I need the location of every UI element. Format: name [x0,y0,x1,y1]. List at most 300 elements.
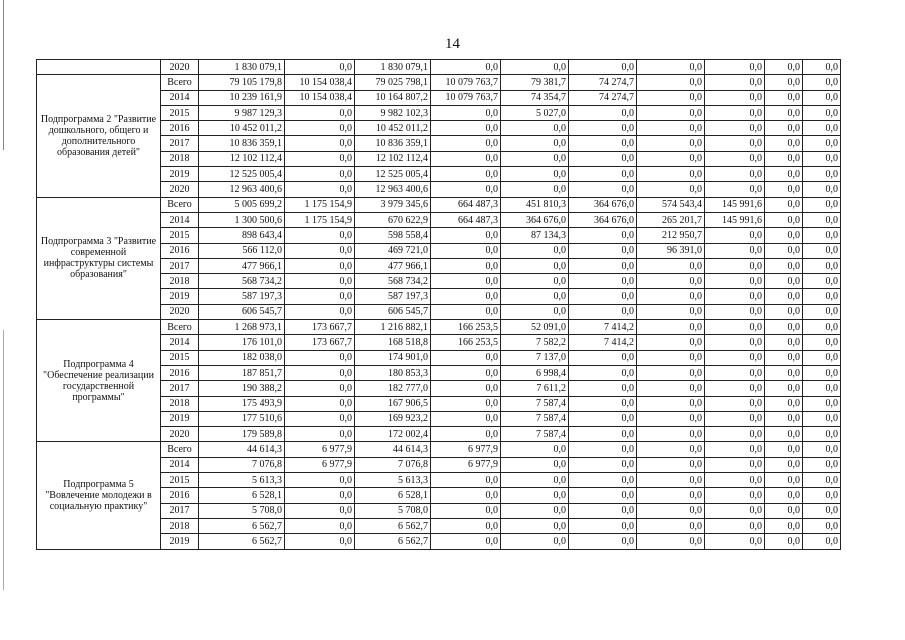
value-cell: 0,0 [637,488,705,503]
value-cell: 606 545,7 [199,304,285,319]
value-cell: 6 977,9 [285,442,355,457]
value-cell: 10 836 359,1 [355,136,431,151]
year-cell: 2014 [161,90,199,105]
value-cell: 0,0 [569,396,637,411]
value-cell: 0,0 [765,243,803,258]
value-cell: 0,0 [501,243,569,258]
value-cell: 1 175 154,9 [285,212,355,227]
table-row [37,75,841,90]
value-cell: 182 038,0 [199,350,285,365]
value-cell: 0,0 [285,105,355,120]
value-cell: 0,0 [765,365,803,380]
value-cell: 0,0 [803,442,841,457]
value-cell: 364 676,0 [569,197,637,212]
value-cell: 0,0 [637,167,705,182]
value-cell: 0,0 [569,243,637,258]
value-cell: 0,0 [569,457,637,472]
value-cell: 0,0 [285,411,355,426]
value-cell: 0,0 [705,411,765,426]
value-cell: 587 197,3 [199,289,285,304]
value-cell: 6 562,7 [199,518,285,533]
value-cell: 0,0 [765,258,803,273]
value-cell: 451 810,3 [501,197,569,212]
value-cell: 6 562,7 [355,534,431,549]
value-cell: 0,0 [637,121,705,136]
value-cell: 10 164 807,2 [355,90,431,105]
value-cell: 0,0 [285,396,355,411]
value-cell: 0,0 [501,518,569,533]
value-cell: 12 102 112,4 [355,151,431,166]
value-cell: 0,0 [637,258,705,273]
value-cell: 0,0 [765,473,803,488]
value-cell: 0,0 [285,503,355,518]
value-cell: 0,0 [705,503,765,518]
value-cell: 0,0 [501,167,569,182]
value-cell: 187 851,7 [199,365,285,380]
value-cell: 0,0 [705,90,765,105]
value-cell: 182 777,0 [355,381,431,396]
value-cell: 0,0 [285,473,355,488]
value-cell: 606 545,7 [355,304,431,319]
value-cell: 0,0 [637,60,705,75]
year-cell: 2015 [161,228,199,243]
year-cell: 2018 [161,518,199,533]
value-cell: 0,0 [285,182,355,197]
value-cell: 0,0 [431,381,501,396]
value-cell: 10 452 011,2 [199,121,285,136]
year-cell: Всего [161,75,199,90]
value-cell: 0,0 [501,488,569,503]
table-row [37,60,841,75]
value-cell: 0,0 [501,258,569,273]
value-cell: 0,0 [637,289,705,304]
value-cell: 0,0 [705,167,765,182]
value-cell: 0,0 [705,518,765,533]
value-cell: 0,0 [765,534,803,549]
value-cell: 10 154 038,4 [285,75,355,90]
value-cell: 10 836 359,1 [199,136,285,151]
value-cell: 0,0 [765,381,803,396]
value-cell: 0,0 [431,274,501,289]
value-cell: 0,0 [569,167,637,182]
value-cell: 12 525 005,4 [355,167,431,182]
value-cell: 0,0 [285,518,355,533]
year-cell: 2015 [161,350,199,365]
value-cell: 0,0 [705,381,765,396]
value-cell: 364 676,0 [569,212,637,227]
value-cell: 168 518,8 [355,335,431,350]
value-cell: 0,0 [705,365,765,380]
value-cell: 0,0 [569,136,637,151]
value-cell: 0,0 [569,518,637,533]
value-cell: 0,0 [637,182,705,197]
value-cell: 6 528,1 [355,488,431,503]
value-cell: 1 216 882,1 [355,320,431,335]
value-cell: 0,0 [637,457,705,472]
value-cell: 0,0 [803,304,841,319]
value-cell: 0,0 [285,60,355,75]
value-cell: 568 734,2 [355,274,431,289]
value-cell: 0,0 [705,442,765,457]
year-cell: 2018 [161,274,199,289]
value-cell: 0,0 [765,304,803,319]
value-cell: 0,0 [765,503,803,518]
value-cell: 79 381,7 [501,75,569,90]
value-cell: 0,0 [431,503,501,518]
year-cell: 2015 [161,105,199,120]
value-cell: 173 667,7 [285,320,355,335]
value-cell: 6 528,1 [199,488,285,503]
value-cell: 0,0 [803,473,841,488]
budget-table-wrapper [36,59,841,550]
value-cell: 0,0 [569,503,637,518]
value-cell: 0,0 [765,121,803,136]
value-cell: 0,0 [501,289,569,304]
value-cell: 0,0 [803,228,841,243]
value-cell: 0,0 [803,488,841,503]
value-cell: 0,0 [765,457,803,472]
value-cell: 0,0 [285,427,355,442]
value-cell: 0,0 [431,534,501,549]
year-cell: 2018 [161,396,199,411]
value-cell: 0,0 [803,503,841,518]
value-cell: 0,0 [285,274,355,289]
value-cell: 0,0 [501,121,569,136]
value-cell: 0,0 [803,121,841,136]
value-cell: 0,0 [765,335,803,350]
value-cell: 0,0 [431,518,501,533]
value-cell: 0,0 [765,228,803,243]
value-cell: 0,0 [803,167,841,182]
year-cell: 2014 [161,335,199,350]
value-cell: 0,0 [637,335,705,350]
value-cell: 0,0 [803,75,841,90]
value-cell: 0,0 [431,151,501,166]
value-cell: 0,0 [285,243,355,258]
value-cell: 0,0 [705,335,765,350]
value-cell: 0,0 [803,427,841,442]
value-cell: 3 979 345,6 [355,197,431,212]
value-cell: 0,0 [431,289,501,304]
value-cell: 0,0 [431,365,501,380]
value-cell: 0,0 [803,90,841,105]
value-cell: 0,0 [501,473,569,488]
value-cell: 0,0 [765,60,803,75]
table-row [37,197,841,212]
value-cell: 0,0 [501,457,569,472]
value-cell: 664 487,3 [431,197,501,212]
value-cell: 6 977,9 [431,457,501,472]
value-cell: 0,0 [501,182,569,197]
value-cell: 0,0 [637,427,705,442]
value-cell: 0,0 [569,182,637,197]
value-cell: 190 388,2 [199,381,285,396]
value-cell: 0,0 [637,411,705,426]
value-cell: 176 101,0 [199,335,285,350]
value-cell: 6 977,9 [285,457,355,472]
year-cell: 2017 [161,381,199,396]
value-cell: 0,0 [569,488,637,503]
value-cell: 0,0 [569,411,637,426]
year-cell: 2019 [161,534,199,549]
value-cell: 1 268 973,1 [199,320,285,335]
value-cell: 1 830 079,1 [355,60,431,75]
value-cell: 5 708,0 [355,503,431,518]
value-cell: 0,0 [637,534,705,549]
value-cell: 0,0 [765,427,803,442]
year-cell: 2020 [161,60,199,75]
year-cell: 2017 [161,503,199,518]
value-cell: 5 708,0 [199,503,285,518]
value-cell: 0,0 [637,442,705,457]
value-cell: 9 987 129,3 [199,105,285,120]
value-cell: 0,0 [803,243,841,258]
value-cell: 0,0 [803,350,841,365]
value-cell: 12 102 112,4 [199,151,285,166]
value-cell: 0,0 [637,396,705,411]
value-cell: 0,0 [705,350,765,365]
value-cell: 166 253,5 [431,320,501,335]
value-cell: 52 091,0 [501,320,569,335]
value-cell: 469 721,0 [355,243,431,258]
value-cell: 0,0 [765,90,803,105]
value-cell: 1 830 079,1 [199,60,285,75]
value-cell: 7 587,4 [501,427,569,442]
value-cell: 44 614,3 [355,442,431,457]
value-cell: 0,0 [765,350,803,365]
budget-table [36,59,841,550]
value-cell: 74 274,7 [569,90,637,105]
page-number: 14 [445,36,460,52]
value-cell: 0,0 [569,289,637,304]
value-cell: 74 354,7 [501,90,569,105]
value-cell: 0,0 [705,534,765,549]
year-cell: 2016 [161,243,199,258]
value-cell: 0,0 [705,182,765,197]
value-cell: 0,0 [569,365,637,380]
value-cell: 79 105 179,8 [199,75,285,90]
value-cell: 0,0 [765,212,803,227]
value-cell: 0,0 [431,427,501,442]
value-cell: 898 643,4 [199,228,285,243]
value-cell: 7 076,8 [355,457,431,472]
value-cell: 0,0 [803,274,841,289]
value-cell: 0,0 [569,274,637,289]
subprogram-name-cell: Подпрограмма 3 "Развитие современной инфраструктуры системы образования" [37,197,161,319]
value-cell: 0,0 [501,304,569,319]
year-cell: 2016 [161,365,199,380]
value-cell: 5 613,3 [199,473,285,488]
value-cell: 0,0 [765,167,803,182]
value-cell: 0,0 [637,105,705,120]
value-cell: 0,0 [803,518,841,533]
table-row [37,442,841,457]
value-cell: 0,0 [705,320,765,335]
value-cell: 0,0 [765,518,803,533]
value-cell: 0,0 [431,473,501,488]
value-cell: 0,0 [803,212,841,227]
value-cell: 145 991,6 [705,212,765,227]
value-cell: 0,0 [431,258,501,273]
value-cell: 0,0 [765,396,803,411]
value-cell: 0,0 [803,335,841,350]
value-cell: 0,0 [431,228,501,243]
value-cell: 7 414,2 [569,320,637,335]
value-cell: 0,0 [285,381,355,396]
year-cell: 2015 [161,473,199,488]
value-cell: 177 510,6 [199,411,285,426]
year-cell: 2020 [161,182,199,197]
value-cell: 0,0 [285,534,355,549]
value-cell: 0,0 [705,258,765,273]
value-cell: 9 982 102,3 [355,105,431,120]
value-cell: 6 977,9 [431,442,501,457]
subprogram-name-cell: Подпрограмма 5 "Вовлечение молодежи в социальную практику" [37,442,161,549]
value-cell: 5 613,3 [355,473,431,488]
value-cell: 96 391,0 [637,243,705,258]
value-cell: 0,0 [431,167,501,182]
year-cell: 2016 [161,121,199,136]
value-cell: 0,0 [637,350,705,365]
value-cell: 7 587,4 [501,396,569,411]
value-cell: 0,0 [803,396,841,411]
value-cell: 74 274,7 [569,75,637,90]
year-cell: 2018 [161,151,199,166]
value-cell: 0,0 [501,534,569,549]
value-cell: 212 950,7 [637,228,705,243]
year-cell: 2019 [161,167,199,182]
value-cell: 0,0 [765,442,803,457]
value-cell: 1 175 154,9 [285,197,355,212]
value-cell: 79 025 798,1 [355,75,431,90]
value-cell: 0,0 [431,182,501,197]
value-cell: 0,0 [569,427,637,442]
value-cell: 0,0 [765,182,803,197]
value-cell: 0,0 [803,182,841,197]
value-cell: 0,0 [569,228,637,243]
value-cell: 10 239 161,9 [199,90,285,105]
year-cell: 2019 [161,411,199,426]
value-cell: 7 076,8 [199,457,285,472]
value-cell: 0,0 [285,304,355,319]
value-cell: 44 614,3 [199,442,285,457]
value-cell: 568 734,2 [199,274,285,289]
value-cell: 0,0 [803,136,841,151]
value-cell: 598 558,4 [355,228,431,243]
value-cell: 0,0 [803,457,841,472]
value-cell: 10 452 011,2 [355,121,431,136]
value-cell: 172 002,4 [355,427,431,442]
year-cell: 2020 [161,427,199,442]
value-cell: 0,0 [705,60,765,75]
value-cell: 0,0 [705,75,765,90]
value-cell: 364 676,0 [501,212,569,227]
value-cell: 0,0 [705,274,765,289]
value-cell: 0,0 [637,304,705,319]
value-cell: 0,0 [803,151,841,166]
value-cell: 166 253,5 [431,335,501,350]
value-cell: 0,0 [569,258,637,273]
value-cell: 0,0 [803,534,841,549]
value-cell: 7 137,0 [501,350,569,365]
year-cell: 2020 [161,304,199,319]
value-cell: 0,0 [765,136,803,151]
value-cell: 0,0 [637,503,705,518]
value-cell: 0,0 [803,197,841,212]
value-cell: 0,0 [285,365,355,380]
value-cell: 574 543,4 [637,197,705,212]
value-cell: 175 493,9 [199,396,285,411]
value-cell: 1 300 500,6 [199,212,285,227]
value-cell: 0,0 [431,243,501,258]
value-cell: 5 005 699,2 [199,197,285,212]
value-cell: 0,0 [637,75,705,90]
value-cell: 0,0 [705,427,765,442]
value-cell: 0,0 [431,488,501,503]
value-cell: 0,0 [637,274,705,289]
value-cell: 0,0 [765,488,803,503]
value-cell: 0,0 [431,411,501,426]
value-cell: 10 079 763,7 [431,75,501,90]
value-cell: 0,0 [705,289,765,304]
value-cell: 0,0 [569,534,637,549]
value-cell: 7 611,2 [501,381,569,396]
value-cell: 0,0 [637,136,705,151]
value-cell: 0,0 [569,473,637,488]
value-cell: 0,0 [705,473,765,488]
value-cell: 6 562,7 [355,518,431,533]
value-cell: 0,0 [501,60,569,75]
value-cell: 0,0 [765,411,803,426]
value-cell: 0,0 [803,60,841,75]
value-cell: 0,0 [285,136,355,151]
value-cell: 0,0 [285,167,355,182]
value-cell: 0,0 [569,121,637,136]
value-cell: 6 562,7 [199,534,285,549]
value-cell: 0,0 [431,60,501,75]
program-name-cell [37,60,161,75]
value-cell: 0,0 [803,320,841,335]
value-cell: 12 963 400,6 [355,182,431,197]
value-cell: 670 622,9 [355,212,431,227]
value-cell: 0,0 [285,488,355,503]
value-cell: 6 998,4 [501,365,569,380]
value-cell: 0,0 [285,350,355,365]
value-cell: 0,0 [501,442,569,457]
year-cell: 2017 [161,136,199,151]
subprogram-name-cell: Подпрограмма 4 "Обеспечение реализации государственной программы" [37,320,161,442]
value-cell: 7 582,2 [501,335,569,350]
value-cell: 0,0 [803,289,841,304]
year-cell: 2014 [161,457,199,472]
value-cell: 0,0 [431,304,501,319]
value-cell: 0,0 [765,289,803,304]
value-cell: 169 923,2 [355,411,431,426]
value-cell: 664 487,3 [431,212,501,227]
page-edge-line [3,330,4,590]
value-cell: 0,0 [803,105,841,120]
value-cell: 0,0 [637,320,705,335]
value-cell: 0,0 [705,457,765,472]
value-cell: 0,0 [765,197,803,212]
value-cell: 0,0 [569,381,637,396]
value-cell: 87 134,3 [501,228,569,243]
value-cell: 0,0 [637,473,705,488]
value-cell: 0,0 [285,121,355,136]
value-cell: 0,0 [285,228,355,243]
value-cell: 0,0 [637,518,705,533]
value-cell: 0,0 [637,90,705,105]
